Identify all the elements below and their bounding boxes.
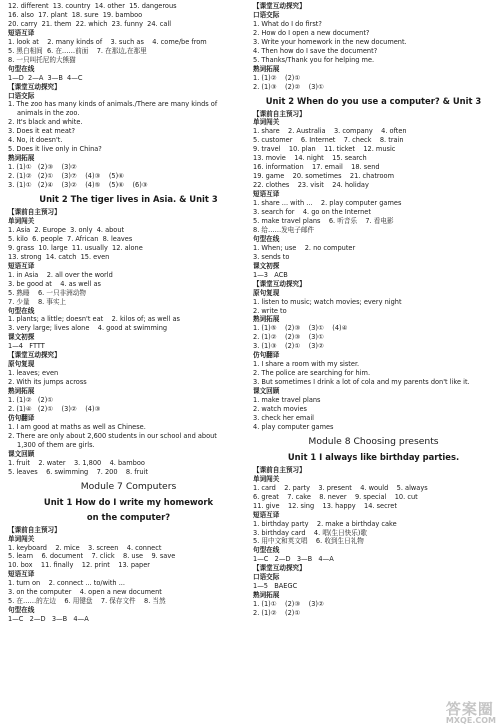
unit-title-continued: on the computer? [86,511,171,522]
section-heading: 短语互译 [253,190,280,199]
answer-line: 1. (1)② (2)① [8,396,54,405]
answer-line: 19. game 20. sometimes 21. chatroom [253,172,394,181]
section-bracket-heading: 【课堂互动探究】 [253,279,306,288]
answer-line: 5. Thanks/Thank you for helping me. [253,55,375,64]
module-title: Module 7 Computers [80,480,177,492]
section-bracket-heading: 【课前自主预习】 [253,109,306,118]
answer-line: 2. (1)② (2)③ (3)① [253,333,324,342]
answer-line: 1. keyboard 2. mice 3. screen 4. connect [8,543,162,552]
answer-line: 13. strong 14. catch 15. even [8,252,110,261]
section-heading: 原句复现 [8,360,35,369]
section-heading: 单词闯关 [253,474,280,483]
answer-line: 1. (1)① (2)③ (3)② [253,600,324,609]
answer-line: 5. Does it live only in China? [8,145,102,154]
answer-line: 1. card 2. party 3. present 4. would 5. always [253,483,428,492]
answer-line: 2. How do I open a new document? [253,28,370,37]
answer-line: 3. on the computer 4. open a new document [8,588,162,597]
answer-line: 3. (1)① (2)④ (3)② (4)⑤ (5)⑥ (6)③ [8,181,148,190]
answer-line: 1. What do I do first? [253,19,322,28]
answer-line: 7. 少量 8. 事实上 [8,297,67,306]
section-heading: 句型在线 [8,64,35,73]
section-heading: 熟词拓展 [8,387,35,396]
answer-line: 3. Does it eat meat? [8,127,75,136]
left-column [8,2,249,726]
answer-line: 6. great 7. cake 8. never 9. special 10. cut [253,492,418,501]
section-heading: 单词闯关 [8,216,35,225]
answer-line: 1—5 BAEGC [253,582,298,591]
answer-line: 1. When; use 2. no computer [253,243,356,252]
section-bracket-heading: 【课堂互动探究】 [8,82,61,91]
section-heading: 课文回顾 [8,449,35,458]
section-heading: 短语互译 [8,261,35,270]
section-heading: 课文初探 [8,333,35,342]
section-heading: 单词闯关 [8,534,35,543]
section-heading: 口语交际 [253,573,280,582]
answer-line: 2. watch movies [253,404,307,413]
section-heading: 单词闯关 [253,118,280,127]
answer-line: 2. (1)② (2)① [253,609,301,618]
answer-line: 1. (1)② (2)① [253,73,301,82]
section-bracket-heading: 【课堂互动探究】 [253,2,306,10]
answer-line: 1. I am good at maths as well as Chinese. [8,422,146,431]
answer-line: 5. 在……的左边 6. 用键盘 7. 保存文件 8. 当然 [8,597,166,606]
answer-line: 1. in Asia 2. all over the world [8,270,113,279]
answer-line: 3. be good at 4. as well as [8,279,101,288]
unit-title: Unit 1 How do I write my homework [43,496,214,507]
answer-line: 1. (1)⑤ (2)③ (3)① (4)④ [253,324,348,333]
section-heading: 短语互译 [8,570,35,579]
answer-line: 2. (1)② (2)① (3)⑦ (4)③ (5)⑥ [8,172,125,181]
section-heading: 熟词拓展 [253,591,280,600]
section-bracket-heading: 【课前自主预习】 [253,465,306,474]
answer-line: 3. Write your homework in the new document. [253,37,407,46]
answer-line: 9. grass 10. large 11. usually 12. alone [8,243,143,252]
section-bracket-heading: 【课前自主预习】 [8,525,61,534]
answer-line: 1. birthday party 2. make a birthday cake [253,519,397,528]
section-heading: 口语交际 [253,10,280,19]
section-heading: 仿句翻译 [8,413,35,422]
answer-line: 8. 给……发电子邮件 [253,225,315,234]
answer-line: 1. The zoo has many kinds of animals./There are many kinds of [8,100,218,109]
answer-line: 10. box 11. finally 12. print 13. paper [8,561,151,570]
section-heading: 熟词拓展 [253,315,280,324]
section-bracket-heading: 【课堂互动探究】 [253,564,306,573]
answer-line: 3. But sometimes I drink a lot of cola and my parents don't like it. [253,378,470,387]
answer-line: 2. (1)③ (2)② (3)① [253,82,324,91]
answer-line: 2. The police are searching for him. [253,369,371,378]
unit-title: Unit 2 The tiger lives in Asia. & Unit 3 [39,194,218,205]
answer-line: 4. Then how do I save the document? [253,46,378,55]
answer-line: 5. 熟睡 6. 一只非洲动物 [8,288,86,297]
answer-line: 1. (1)① (2)③ (3)② [8,163,77,172]
module-title: Module 8 Choosing presents [308,435,439,447]
answer-line: 3. search for 4. go on the Internet [253,208,371,217]
answer-line: 1. I share a room with my sister. [253,360,360,369]
answer-line: 1—C 2—D 3—B 4—A [8,615,89,624]
answer-line: 1—C 2—D 3—B 4—A [253,555,334,564]
answer-line: 1. share 2. Australia 3. company 4. often [253,127,407,136]
section-bracket-heading: 【课堂互动探究】 [8,351,61,360]
section-heading: 句型在线 [253,546,280,555]
watermark-logo [446,698,496,725]
answer-line: 1. turn on 2. connect ... to/with ... [8,579,125,588]
answer-line: 2. With its jumps across [8,378,87,387]
section-heading: 课文初探 [253,261,280,270]
answer-line: 5. 黑白相间 6. 在……前面 7. 在那边,在那里 [8,46,147,55]
answer-line: 5. customer 6. Internet 7. check 8. train [253,136,404,145]
unit-title: Unit 2 When do you use a computer? & Unit 3 [265,95,482,106]
answer-line: 1. share ... with ... 2. play computer games [253,199,402,208]
answer-line: 4. No, it doesn't. [8,136,63,145]
right-column [253,2,494,726]
answer-line: 20. carry 21. them 22. which 23. funny 24. call [8,19,172,28]
watermark-text: 答案圈 [445,700,494,718]
unit-title: Unit 1 I always like birthday parties. [287,451,460,462]
section-bracket-heading: 【课前自主预习】 [8,208,61,217]
answer-line-continuation: animals in the zoo. [17,109,80,118]
answer-line: 16. information 17. email 18. send [253,163,380,172]
answer-line: 3. (1)③ (2)① (3)② [253,342,324,351]
answer-line: 2. (1)④ (2)① (3)② (4)③ [8,404,101,413]
answer-line: 9. travel 10. plan 11. ticket 12. music [253,145,396,154]
answer-line: 1. fruit 2. water 3. 1,800 4. bamboo [8,458,145,467]
section-heading: 句型在线 [8,306,35,315]
answer-line: 5. learn 6. document 7. click 8. use 9. save [8,552,176,561]
answer-line: 1. make travel plans [253,396,321,405]
answer-line: 1. listen to music; watch movies; every night [253,297,402,306]
answer-line: 3. sends to [253,252,290,261]
answer-line: 16. also 17. plant 18. sure 19. bamboo [8,10,143,19]
section-heading: 课文回顾 [253,387,280,396]
answer-line: 3. birthday card 4. 唱(生日快乐)歌 [253,528,368,537]
answer-line: 5. make travel plans 6. 听音乐 7. 看电影 [253,216,394,225]
answer-line: 3. very large; lives alone 4. good at swimming [8,324,168,333]
answer-line: 5. leaves 6. swimming 7. 200 8. fruit [8,467,148,476]
answer-line: 1—D 2—A 3—B 4—C [8,73,83,82]
answer-line: 22. clothes 23. visit 24. holiday [253,181,369,190]
answer-line: 8. 一只叫托尼的大熊猫 [8,55,76,64]
answer-line: 13. movie 14. night 15. search [253,154,367,163]
answer-line: 3. check her email [253,413,315,422]
section-heading: 短语互译 [253,510,280,519]
answer-line: 1. plants; a little; doesn't eat 2. kilos of; as well as [8,315,180,324]
section-heading: 句型在线 [253,234,280,243]
answer-line: 4. play computer games [253,422,334,431]
answer-line: 1. Asia 2. Europe 3. only 4. about [8,225,125,234]
section-heading: 口语交际 [8,91,35,100]
answer-line: 11. give 12. sing 13. happy 14. secret [253,501,397,510]
answer-line: 1. leaves; even [8,369,59,378]
answer-line: 1—3 ACB [253,270,288,279]
section-heading: 句型在线 [8,606,35,615]
answer-line: 2. It's black and white. [8,118,83,127]
section-heading: 短语互译 [8,28,35,37]
answer-line-continuation: 1,300 of them are girls. [17,440,95,449]
answer-line: 5. 用中文和英文唱 6. 收到生日礼物 [253,537,364,546]
section-heading: 熟词拓展 [8,154,35,163]
section-heading: 原句复现 [253,288,280,297]
answer-line: 2. write to [253,306,287,315]
answer-line: 1—4 FTTT [8,342,45,351]
answer-line: 12. different 13. country 14. other 15. dangerous [8,2,177,10]
answer-line: 5. kilo 6. people 7. African 8. leaves [8,234,133,243]
answer-line: 1. look at 2. many kinds of 3. such as 4. come/be from [8,37,207,46]
watermark-url: MXQE.COM [445,716,496,725]
section-heading: 仿句翻译 [253,351,280,360]
section-heading: 熟词拓展 [253,64,280,73]
answer-line: 2. There are only about 2,600 students in our school and about [8,431,217,440]
